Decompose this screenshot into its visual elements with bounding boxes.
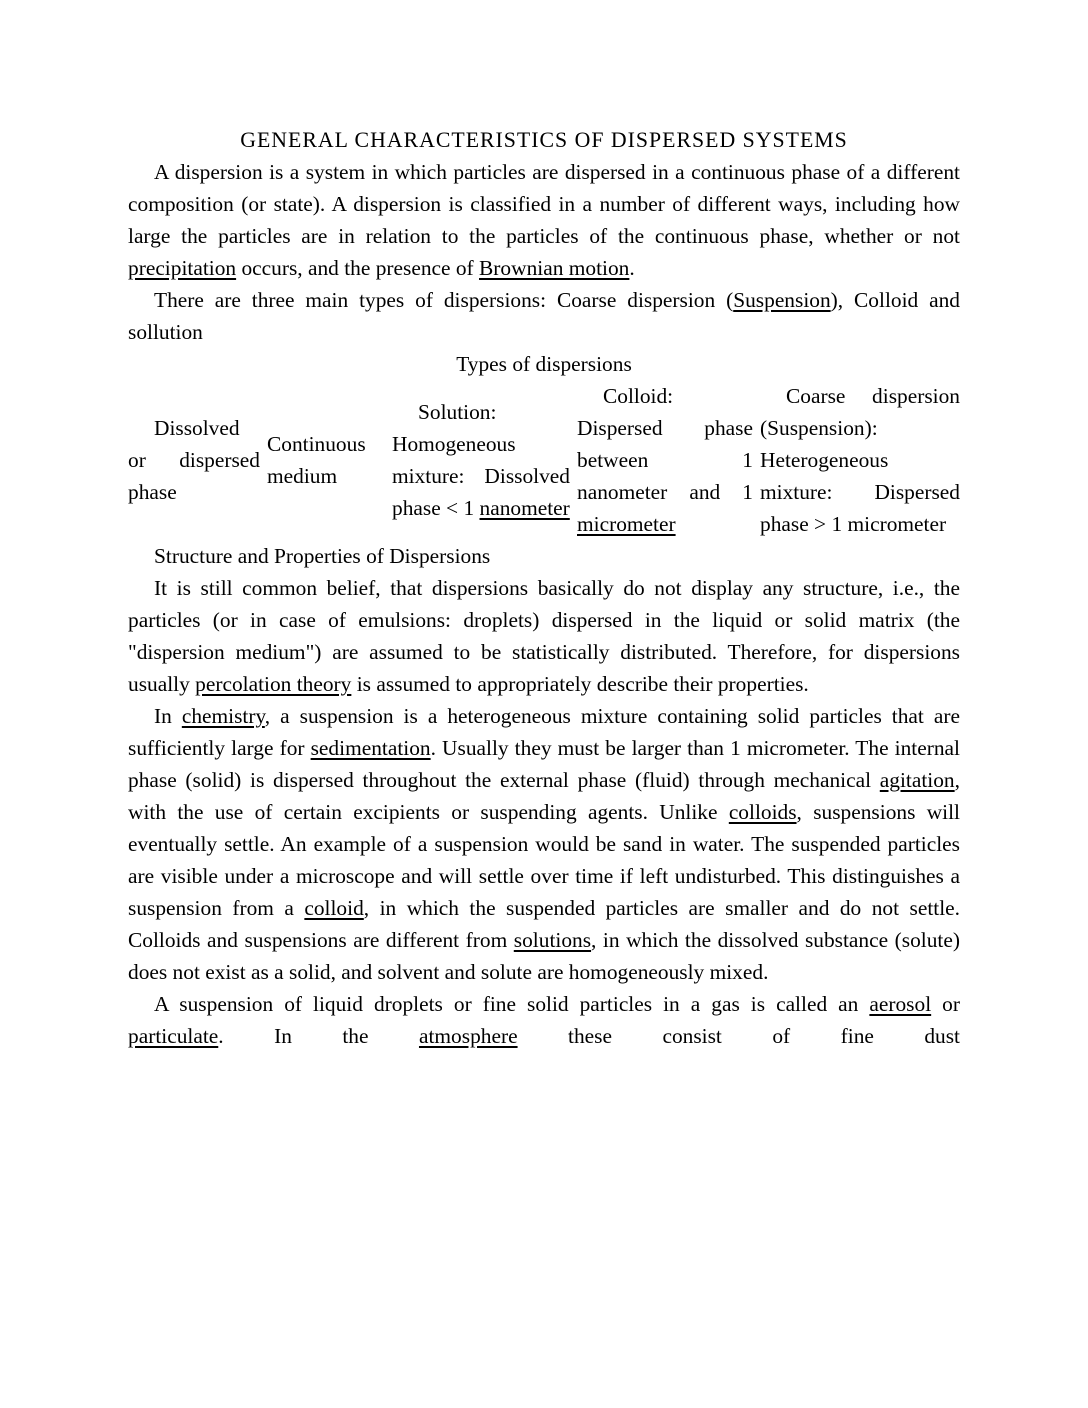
paragraph-aerosol xyxy=(128,988,960,1052)
text-run: , in which the dissolved substance (solute) does not exist as a solid, and solvent and solute are homogeneously mixed. xyxy=(128,928,960,984)
hyperlink[interactable]: nanometer xyxy=(479,496,570,520)
text-run: . In the xyxy=(218,1024,419,1048)
text-run: ), Colloid and sollution xyxy=(128,288,961,344)
table-cell-continuous-medium xyxy=(267,428,385,492)
text-run: There are three main types of dispersions: Coarse dispersion ( xyxy=(154,288,734,312)
hyperlink[interactable]: chemistry xyxy=(181,704,265,728)
hyperlink[interactable]: Brownian motion xyxy=(479,256,630,280)
paragraph-intro xyxy=(128,156,960,284)
text-run: , suspensions will eventually settle. An example of a suspension would be sand in water. The suspended particles are visible under a microscope and will settle over time if left undisturbed. This distinguishes a suspension from a xyxy=(128,800,961,920)
text-run: A dispersion is a system in which particles are dispersed in a continuous phase of a different composition (or state). A dispersion is classified in a number of different ways, including how large the particles are in relation to the particles of the continuous phase, whether or not xyxy=(128,160,960,248)
hyperlink[interactable]: colloids xyxy=(728,800,797,824)
text-run: , in which the suspended particles are smaller and do not settle. Colloids and suspensions are different from xyxy=(128,896,960,952)
text-run: It is still common belief, that dispersions basically do not display any structure, i.e., the particles (or in case of emulsions: droplets) dispersed in the liquid or solid matrix (the "dispersion medium") are assumed to be statistically distributed. Therefore, for dispersions usually xyxy=(128,576,960,696)
hyperlink[interactable]: particulate xyxy=(128,1024,219,1048)
text-run: is assumed to appropriately describe their properties. xyxy=(351,672,809,696)
hyperlink[interactable]: agitation xyxy=(879,768,955,792)
hyperlink[interactable]: micrometer xyxy=(577,512,676,536)
hyperlink[interactable]: Suspension xyxy=(733,288,831,312)
section-heading-structure-properties xyxy=(128,540,960,572)
text-run: Colloid: Dispersed phase between 1 nanometer and 1 xyxy=(577,384,753,504)
text-run: Structure and Properties of Dispersions xyxy=(154,544,491,568)
text-run: In xyxy=(154,704,182,728)
table-cell-solution xyxy=(392,396,570,524)
hyperlink[interactable]: colloid xyxy=(304,896,364,920)
hyperlink[interactable]: precipitation xyxy=(128,256,237,280)
paragraph-structure-properties xyxy=(128,572,960,700)
text-run: these consist of fine dust xyxy=(517,1024,961,1048)
table-caption: Types of dispersions xyxy=(456,352,632,376)
text-run: , a suspension is a heterogeneous mixture containing solid particles that are sufficiently large for xyxy=(128,704,960,760)
hyperlink[interactable]: aerosol xyxy=(869,992,932,1016)
text-run: or xyxy=(931,992,960,1016)
text-run: Solution: Homogeneous mixture: Dissolved phase < 1 xyxy=(392,400,570,520)
text-run: occurs, and the presence of xyxy=(236,256,480,280)
table-cell-coarse-dispersion xyxy=(760,380,960,540)
text-run: Dissolved or dispersed phase xyxy=(128,416,260,504)
hyperlink[interactable]: solutions xyxy=(513,928,592,952)
table-cell-colloid xyxy=(577,380,753,540)
dispersions-table xyxy=(128,380,960,540)
text-run: , with the use of certain excipients or suspending agents. Unlike xyxy=(128,768,960,824)
text-run: Continuous medium xyxy=(267,432,366,488)
hyperlink[interactable]: atmosphere xyxy=(418,1024,518,1048)
table-cell-dispersed-phase xyxy=(128,412,260,508)
document-title: GENERAL CHARACTERISTICS OF DISPERSED SYSTEMS xyxy=(240,128,848,152)
text-run: A suspension of liquid droplets or fine solid particles in a gas is called an xyxy=(154,992,870,1016)
text-run: . Usually they must be larger than 1 micrometer. The internal phase (solid) is dispersed throughout the external phase (fluid) through mechanical xyxy=(128,736,960,792)
hyperlink[interactable]: percolation theory xyxy=(195,672,352,696)
paragraph-chemistry-suspension xyxy=(128,700,960,988)
hyperlink[interactable]: sedimentation xyxy=(310,736,431,760)
paragraph-dispersion-types xyxy=(128,284,960,348)
text-run: . xyxy=(629,256,635,280)
text-run: Coarse dispersion (Suspension): Heterogeneous mixture: Dispersed phase > 1 micrometer xyxy=(760,384,960,536)
